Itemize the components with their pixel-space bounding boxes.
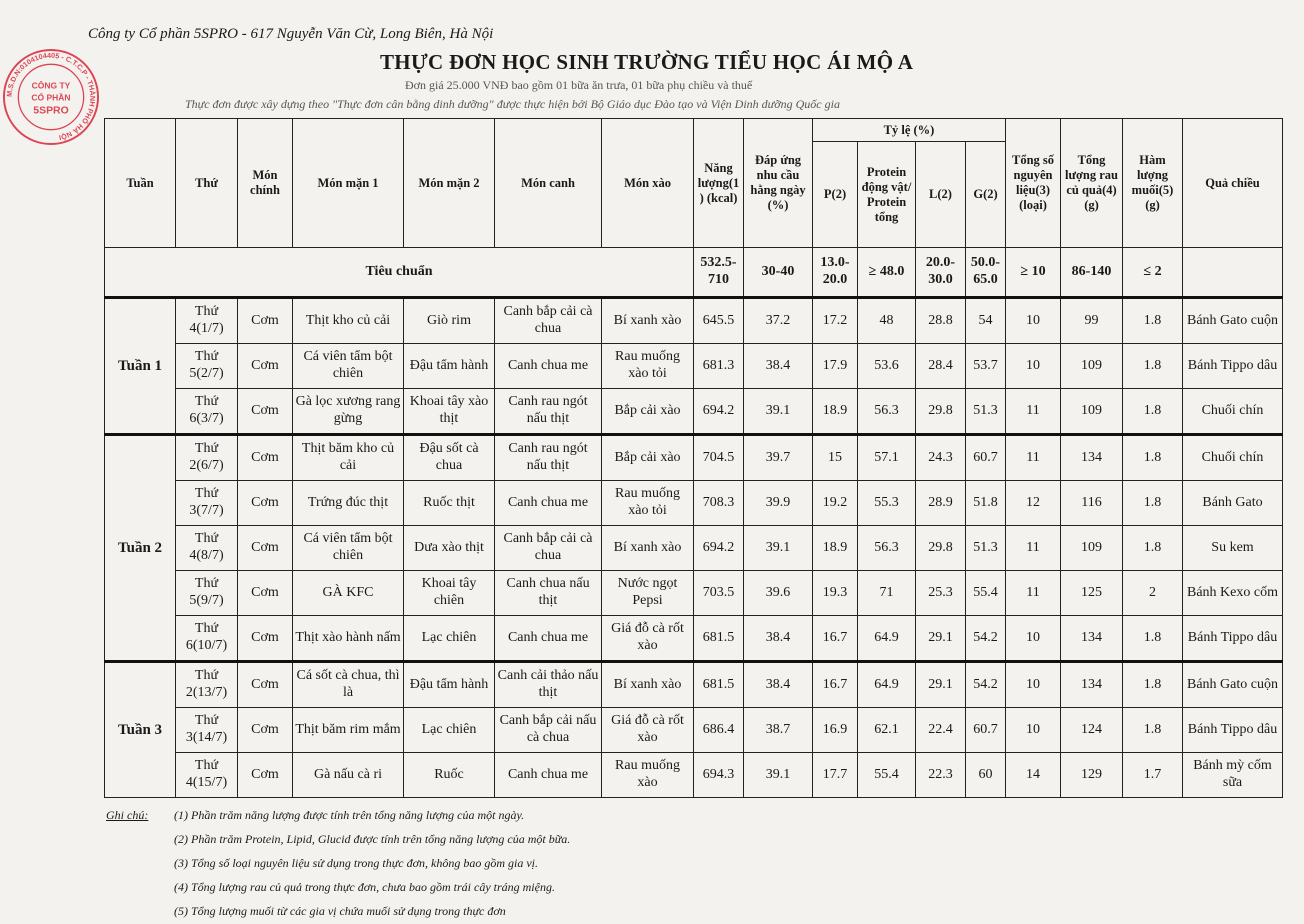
cell-xao: Bắp cải xào [602, 389, 694, 435]
cell-muoi: 1.8 [1123, 708, 1183, 753]
cell-thu: Thứ 3(7/7) [176, 481, 238, 526]
cell-tong-nl: 10 [1006, 344, 1061, 389]
cell-mon-chinh: Cơm [238, 298, 293, 344]
cell-mon-chinh: Cơm [238, 753, 293, 798]
cell-g: 53.7 [966, 344, 1006, 389]
cell-nang-luong: 704.5 [694, 435, 744, 481]
cell-qua-chieu: Su kem [1183, 526, 1283, 571]
col-mon-chinh: Món chính [238, 119, 293, 248]
std-l: 20.0-30.0 [916, 248, 966, 298]
col-g: G(2) [966, 142, 1006, 248]
cell-qua-chieu: Bánh Gato cuộn [1183, 298, 1283, 344]
cell-man2: Giò rim [404, 298, 495, 344]
cell-thu: Thứ 2(13/7) [176, 662, 238, 708]
cell-nang-luong: 645.5 [694, 298, 744, 344]
cell-g: 54.2 [966, 662, 1006, 708]
cell-p: 17.7 [813, 753, 858, 798]
cell-tong-nl: 11 [1006, 526, 1061, 571]
cell-canh: Canh bắp cải cà chua [495, 298, 602, 344]
cell-g: 60 [966, 753, 1006, 798]
cell-tong-nl: 11 [1006, 389, 1061, 435]
cell-g: 54 [966, 298, 1006, 344]
cell-rau: 99 [1061, 298, 1123, 344]
cell-muoi: 1.8 [1123, 344, 1183, 389]
week-label: Tuần 1 [105, 298, 176, 435]
cell-p: 18.9 [813, 389, 858, 435]
cell-man1: GÀ KFC [293, 571, 404, 616]
cell-qua-chieu: Chuối chín [1183, 389, 1283, 435]
cell-dap-ung: 38.4 [744, 616, 813, 662]
cell-dap-ung: 38.4 [744, 662, 813, 708]
cell-xao: Nước ngọt Pepsi [602, 571, 694, 616]
table-row [105, 481, 1283, 526]
company-address: - 617 Nguyễn Văn Cừ, Long Biên, Hà Nội [241, 26, 494, 42]
col-nang-luong: Năng lượng(1) (kcal) [694, 119, 744, 248]
cell-nang-luong: 694.2 [694, 526, 744, 571]
cell-protein: 71 [858, 571, 916, 616]
col-canh: Món canh [495, 119, 602, 248]
cell-nang-luong: 686.4 [694, 708, 744, 753]
week-label: Tuần 2 [105, 435, 176, 662]
table-row [105, 298, 1283, 344]
week-label: Tuần 3 [105, 662, 176, 798]
cell-l: 25.3 [916, 571, 966, 616]
cell-rau: 124 [1061, 708, 1123, 753]
cell-p: 17.9 [813, 344, 858, 389]
cell-man2: Đậu tẩm hành [404, 344, 495, 389]
cell-dap-ung: 39.1 [744, 526, 813, 571]
cell-muoi: 1.8 [1123, 298, 1183, 344]
company-stamp [2, 48, 100, 146]
cell-canh: Canh chua nấu thịt [495, 571, 602, 616]
cell-tong-nl: 11 [1006, 571, 1061, 616]
cell-canh: Canh cải thảo nấu thịt [495, 662, 602, 708]
note-3: (3) Tổng số loại nguyên liệu sử dụng trong thực đơn, không bao gồm gia vị. [174, 856, 539, 870]
cell-canh: Canh chua me [495, 481, 602, 526]
cell-tong-nl: 10 [1006, 708, 1061, 753]
cell-man1: Cá viên tẩm bột chiên [293, 344, 404, 389]
cell-man2: Khoai tây xào thịt [404, 389, 495, 435]
cell-p: 19.2 [813, 481, 858, 526]
cell-dap-ung: 39.9 [744, 481, 813, 526]
cell-g: 55.4 [966, 571, 1006, 616]
std-qua-chieu [1183, 248, 1283, 298]
cell-nang-luong: 694.2 [694, 389, 744, 435]
notes-label: Ghi chú: [106, 808, 149, 822]
cell-l: 29.8 [916, 526, 966, 571]
cell-mon-chinh: Cơm [238, 389, 293, 435]
company-line [88, 26, 493, 43]
col-protein: Protein động vật/ Protein tổng [858, 142, 916, 248]
cell-tong-nl: 10 [1006, 298, 1061, 344]
note-2: (2) Phần trăm Protein, Lipid, Glucid được tính trên tổng năng lượng của một bữa. [174, 832, 571, 846]
cell-thu: Thứ 5(9/7) [176, 571, 238, 616]
cell-nang-luong: 681.5 [694, 662, 744, 708]
col-man1: Món mặn 1 [293, 119, 404, 248]
cell-canh: Canh rau ngót nấu thịt [495, 389, 602, 435]
table-row [105, 708, 1283, 753]
cell-qua-chieu: Bánh Tippo dâu [1183, 616, 1283, 662]
cell-l: 22.3 [916, 753, 966, 798]
cell-xao: Giá đỗ cà rốt xào [602, 708, 694, 753]
cell-protein: 64.9 [858, 662, 916, 708]
cell-protein: 55.3 [858, 481, 916, 526]
price-note: Đơn giá 25.000 VNĐ bao gồm 01 bữa ăn trưa, 01 bữa phụ chiều và thuế [405, 78, 753, 92]
cell-protein: 57.1 [858, 435, 916, 481]
cell-l: 24.3 [916, 435, 966, 481]
cell-thu: Thứ 3(14/7) [176, 708, 238, 753]
cell-rau: 125 [1061, 571, 1123, 616]
cell-xao: Rau muống xào tỏi [602, 344, 694, 389]
standard-row [105, 248, 1283, 298]
cell-mon-chinh: Cơm [238, 526, 293, 571]
cell-rau: 109 [1061, 344, 1123, 389]
table-row [105, 435, 1283, 481]
cell-rau: 116 [1061, 481, 1123, 526]
standard-label: Tiêu chuẩn [105, 248, 694, 298]
cell-l: 29.8 [916, 389, 966, 435]
cell-thu: Thứ 6(3/7) [176, 389, 238, 435]
cell-tong-nl: 12 [1006, 481, 1061, 526]
cell-mon-chinh: Cơm [238, 571, 293, 616]
cell-man1: Gà lọc xương rang gừng [293, 389, 404, 435]
cell-rau: 134 [1061, 435, 1123, 481]
svg-text:CÔNG TY: CÔNG TY [31, 80, 71, 91]
col-ty-le: Tỷ lệ (%) [813, 119, 1006, 142]
table-row [105, 389, 1283, 435]
table-row [105, 753, 1283, 798]
cell-l: 29.1 [916, 662, 966, 708]
cell-canh: Canh chua me [495, 753, 602, 798]
cell-tong-nl: 10 [1006, 662, 1061, 708]
col-tong-nl: Tổng số nguyên liệu(3) (loại) [1006, 119, 1061, 248]
cell-canh: Canh chua me [495, 616, 602, 662]
cell-xao: Giá đỗ cà rốt xào [602, 616, 694, 662]
cell-l: 29.1 [916, 616, 966, 662]
cell-man1: Trứng đúc thịt [293, 481, 404, 526]
std-p: 13.0-20.0 [813, 248, 858, 298]
cell-protein: 64.9 [858, 616, 916, 662]
cell-nang-luong: 681.3 [694, 344, 744, 389]
col-l: L(2) [916, 142, 966, 248]
cell-tong-nl: 10 [1006, 616, 1061, 662]
svg-text:CỔ PHẦN: CỔ PHẦN [31, 92, 71, 103]
cell-rau: 109 [1061, 526, 1123, 571]
cell-thu: Thứ 2(6/7) [176, 435, 238, 481]
std-dap-ung: 30-40 [744, 248, 813, 298]
cell-man1: Thịt xào hành nấm [293, 616, 404, 662]
cell-thu: Thứ 4(8/7) [176, 526, 238, 571]
cell-dap-ung: 38.7 [744, 708, 813, 753]
cell-man1: Thịt băm rim mắm [293, 708, 404, 753]
cell-qua-chieu: Bánh Gato [1183, 481, 1283, 526]
cell-qua-chieu: Bánh Kexo cốm [1183, 571, 1283, 616]
cell-g: 51.3 [966, 526, 1006, 571]
cell-muoi: 2 [1123, 571, 1183, 616]
cell-man1: Cá viên tẩm bột chiên [293, 526, 404, 571]
cell-xao: Rau muống xào [602, 753, 694, 798]
menu-table [104, 118, 1283, 798]
cell-canh: Canh rau ngót nấu thịt [495, 435, 602, 481]
cell-man2: Đậu tẩm hành [404, 662, 495, 708]
cell-xao: Bí xanh xào [602, 526, 694, 571]
cell-nang-luong: 708.3 [694, 481, 744, 526]
cell-muoi: 1.8 [1123, 616, 1183, 662]
cell-muoi: 1.8 [1123, 389, 1183, 435]
cell-tong-nl: 14 [1006, 753, 1061, 798]
cell-man1: Cá sốt cà chua, thì là [293, 662, 404, 708]
cell-canh: Canh chua me [495, 344, 602, 389]
cell-protein: 62.1 [858, 708, 916, 753]
note-4: (4) Tổng lượng rau củ quả trong thực đơn, chưa bao gồm trái cây tráng miệng. [174, 880, 555, 894]
std-rau: 86-140 [1061, 248, 1123, 298]
cell-mon-chinh: Cơm [238, 481, 293, 526]
svg-text:5SPRO: 5SPRO [33, 105, 69, 117]
cell-muoi: 1.7 [1123, 753, 1183, 798]
cell-man2: Ruốc thịt [404, 481, 495, 526]
cell-muoi: 1.8 [1123, 435, 1183, 481]
cell-g: 51.3 [966, 389, 1006, 435]
cell-p: 17.2 [813, 298, 858, 344]
cell-man2: Dưa xào thịt [404, 526, 495, 571]
cell-muoi: 1.8 [1123, 662, 1183, 708]
cell-qua-chieu: Bánh Tippo dâu [1183, 344, 1283, 389]
svg-text:M.S.D.N:0104104405 - C.T.C.P -: M.S.D.N:0104104405 - C.T.C.P - THÀNH PHỐ HÀ NỘI [5, 51, 97, 142]
cell-p: 16.7 [813, 662, 858, 708]
page-title: THỰC ĐƠN HỌC SINH TRƯỜNG TIỂU HỌC ÁI MỘ A [380, 50, 914, 74]
cell-thu: Thứ 4(1/7) [176, 298, 238, 344]
cell-protein: 56.3 [858, 389, 916, 435]
cell-dap-ung: 39.1 [744, 389, 813, 435]
cell-rau: 129 [1061, 753, 1123, 798]
table-row [105, 662, 1283, 708]
table-row [105, 344, 1283, 389]
cell-canh: Canh bắp cải nấu cà chua [495, 708, 602, 753]
cell-muoi: 1.8 [1123, 526, 1183, 571]
basis-note: Thực đơn được xây dựng theo "Thực đơn cân bằng dinh dưỡng" được thực hiện bởi Bộ Giáo dục Đào tạo và Viện Dinh dưỡng Quốc gia [185, 97, 840, 111]
cell-p: 19.3 [813, 571, 858, 616]
std-protein: ≥ 48.0 [858, 248, 916, 298]
cell-tong-nl: 11 [1006, 435, 1061, 481]
cell-man2: Khoai tây chiên [404, 571, 495, 616]
cell-qua-chieu: Bánh Tippo dâu [1183, 708, 1283, 753]
col-xao: Món xào [602, 119, 694, 248]
cell-thu: Thứ 6(10/7) [176, 616, 238, 662]
cell-man1: Thịt kho củ cải [293, 298, 404, 344]
cell-qua-chieu: Bánh Gato cuộn [1183, 662, 1283, 708]
table-row [105, 526, 1283, 571]
col-man2: Món mặn 2 [404, 119, 495, 248]
cell-nang-luong: 694.3 [694, 753, 744, 798]
cell-g: 51.8 [966, 481, 1006, 526]
std-muoi: ≤ 2 [1123, 248, 1183, 298]
col-p: P(2) [813, 142, 858, 248]
std-nang-luong: 532.5-710 [694, 248, 744, 298]
table-row [105, 616, 1283, 662]
cell-g: 60.7 [966, 708, 1006, 753]
cell-muoi: 1.8 [1123, 481, 1183, 526]
cell-thu: Thứ 4(15/7) [176, 753, 238, 798]
cell-qua-chieu: Bánh mỳ cốm sữa [1183, 753, 1283, 798]
cell-rau: 134 [1061, 616, 1123, 662]
cell-mon-chinh: Cơm [238, 344, 293, 389]
cell-l: 22.4 [916, 708, 966, 753]
cell-p: 16.7 [813, 616, 858, 662]
cell-protein: 55.4 [858, 753, 916, 798]
cell-mon-chinh: Cơm [238, 708, 293, 753]
col-thu: Thứ [176, 119, 238, 248]
cell-man2: Đậu sốt cà chua [404, 435, 495, 481]
cell-dap-ung: 38.4 [744, 344, 813, 389]
cell-rau: 134 [1061, 662, 1123, 708]
cell-xao: Rau muống xào tỏi [602, 481, 694, 526]
col-dap-ung: Đáp ứng nhu cầu hằng ngày (%) [744, 119, 813, 248]
cell-p: 15 [813, 435, 858, 481]
cell-dap-ung: 39.1 [744, 753, 813, 798]
cell-xao: Bí xanh xào [602, 298, 694, 344]
cell-dap-ung: 39.6 [744, 571, 813, 616]
company-name: Công ty Cổ phần 5SPRO [88, 26, 238, 42]
cell-l: 28.9 [916, 481, 966, 526]
cell-thu: Thứ 5(2/7) [176, 344, 238, 389]
cell-nang-luong: 703.5 [694, 571, 744, 616]
cell-protein: 56.3 [858, 526, 916, 571]
col-qua-chieu: Quả chiều [1183, 119, 1283, 248]
col-tuan: Tuần [105, 119, 176, 248]
cell-l: 28.8 [916, 298, 966, 344]
cell-man2: Lạc chiên [404, 616, 495, 662]
cell-xao: Bí xanh xào [602, 662, 694, 708]
cell-g: 54.2 [966, 616, 1006, 662]
cell-mon-chinh: Cơm [238, 435, 293, 481]
cell-l: 28.4 [916, 344, 966, 389]
cell-mon-chinh: Cơm [238, 662, 293, 708]
cell-qua-chieu: Chuối chín [1183, 435, 1283, 481]
cell-g: 60.7 [966, 435, 1006, 481]
cell-man2: Ruốc [404, 753, 495, 798]
cell-mon-chinh: Cơm [238, 616, 293, 662]
cell-man1: Thịt băm kho củ cải [293, 435, 404, 481]
cell-protein: 48 [858, 298, 916, 344]
cell-p: 16.9 [813, 708, 858, 753]
note-1: (1) Phần trăm năng lượng được tính trên tổng năng lượng của một ngày. [174, 808, 525, 822]
table-row [105, 571, 1283, 616]
col-muoi: Hàm lượng muối(5) (g) [1123, 119, 1183, 248]
cell-canh: Canh bắp cải cà chua [495, 526, 602, 571]
cell-xao: Bắp cải xào [602, 435, 694, 481]
cell-nang-luong: 681.5 [694, 616, 744, 662]
std-g: 50.0-65.0 [966, 248, 1006, 298]
cell-dap-ung: 39.7 [744, 435, 813, 481]
std-tong-nl: ≥ 10 [1006, 248, 1061, 298]
note-5: (5) Tổng lượng muối từ các gia vị chứa muối sử dụng trong thực đơn [174, 904, 506, 918]
col-rau: Tổng lượng rau củ quả(4) (g) [1061, 119, 1123, 248]
cell-rau: 109 [1061, 389, 1123, 435]
cell-man2: Lạc chiên [404, 708, 495, 753]
cell-man1: Gà nấu cà ri [293, 753, 404, 798]
cell-dap-ung: 37.2 [744, 298, 813, 344]
cell-protein: 53.6 [858, 344, 916, 389]
cell-p: 18.9 [813, 526, 858, 571]
